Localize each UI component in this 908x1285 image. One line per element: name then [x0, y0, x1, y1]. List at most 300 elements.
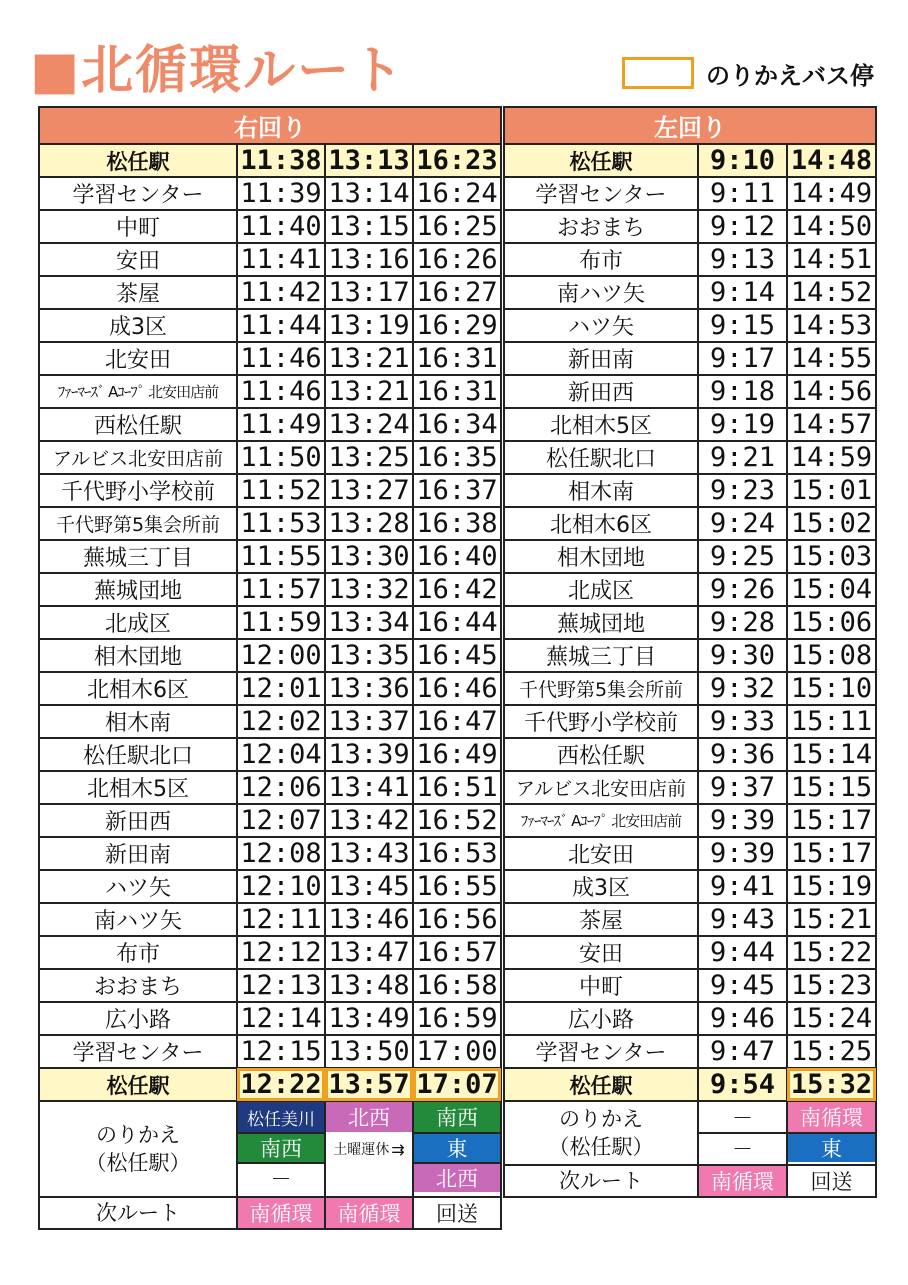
direction-header: 左回り — [504, 107, 876, 144]
departure-time: 13:42 — [325, 804, 413, 837]
direction-header: 右回り — [39, 107, 501, 144]
stop-row — [504, 771, 876, 804]
terminal-row — [504, 1068, 876, 1101]
departure-time: 15:21 — [787, 903, 876, 936]
stop-name: 西松任駅 — [39, 408, 237, 441]
stop-name: 北成区 — [39, 606, 237, 639]
stop-row — [39, 375, 501, 408]
transfer-col-2 — [325, 1101, 413, 1197]
departure-time: 15:14 — [787, 738, 876, 771]
stop-row — [504, 309, 876, 342]
stop-name: ﾌｧｰﾏｰｽﾞ Aｺｰﾌﾟ 北安田店前 — [504, 804, 698, 837]
departure-time: 12:15 — [237, 1035, 325, 1068]
departure-time: 9:13 — [698, 243, 787, 276]
stop-name: 北相木6区 — [39, 672, 237, 705]
departure-time: 13:28 — [325, 507, 413, 540]
stop-name: 松任駅北口 — [504, 441, 698, 474]
stop-row — [504, 969, 876, 1002]
departure-time: 16:42 — [413, 573, 501, 606]
next-route-cell — [237, 1197, 325, 1229]
departure-time: 17:07 — [413, 1068, 501, 1101]
departure-time: 16:45 — [413, 639, 501, 672]
departure-time: 13:27 — [325, 474, 413, 507]
stop-row — [504, 804, 876, 837]
departure-time: 9:33 — [698, 705, 787, 738]
departure-time: 15:19 — [787, 870, 876, 903]
stop-row — [504, 738, 876, 771]
departure-time: 13:39 — [325, 738, 413, 771]
departure-time: 13:37 — [325, 705, 413, 738]
stop-name: 布市 — [504, 243, 698, 276]
transfer-row — [39, 1101, 501, 1197]
stop-name: 新田西 — [504, 375, 698, 408]
departure-time: 9:11 — [698, 177, 787, 210]
stop-row — [504, 573, 876, 606]
transfer-chip: 南西 — [238, 1132, 324, 1162]
stop-row — [39, 540, 501, 573]
next-route-cell — [413, 1197, 501, 1229]
stop-name: ハツ矢 — [39, 870, 237, 903]
stop-row — [39, 672, 501, 705]
departure-time: 13:50 — [325, 1035, 413, 1068]
terminal-row — [39, 1068, 501, 1101]
next-route-cell — [698, 1165, 787, 1197]
departure-time: 16:24 — [413, 177, 501, 210]
stop-name: 茶屋 — [504, 903, 698, 936]
stop-name: 学習センター — [504, 177, 698, 210]
stop-name: 安田 — [504, 936, 698, 969]
stop-row — [39, 738, 501, 771]
stop-row — [39, 441, 501, 474]
stop-row — [39, 1002, 501, 1035]
stop-row — [39, 309, 501, 342]
stop-row — [39, 969, 501, 1002]
departure-time: 11:50 — [237, 441, 325, 474]
stop-row — [504, 903, 876, 936]
departure-time: 13:48 — [325, 969, 413, 1002]
stop-row — [504, 672, 876, 705]
stop-name: 中町 — [39, 210, 237, 243]
stop-name: 北相木6区 — [504, 507, 698, 540]
departure-time: 13:43 — [325, 837, 413, 870]
departure-time: 15:17 — [787, 804, 876, 837]
departure-time: 16:59 — [413, 1002, 501, 1035]
departure-time: 16:47 — [413, 705, 501, 738]
departure-time: 13:21 — [325, 375, 413, 408]
departure-time: 12:00 — [237, 639, 325, 672]
departure-time: 16:37 — [413, 474, 501, 507]
departure-time: 13:36 — [325, 672, 413, 705]
transfer-label-line: （松任駅） — [85, 1151, 191, 1175]
departure-time: 11:42 — [237, 276, 325, 309]
stop-row — [39, 177, 501, 210]
stop-name: 千代野小学校前 — [504, 705, 698, 738]
departure-time: 12:01 — [237, 672, 325, 705]
next-route-chip: 南循環 — [238, 1198, 324, 1228]
stop-name: ハツ矢 — [504, 309, 698, 342]
departure-time: 12:10 — [237, 870, 325, 903]
timetable-left-loop — [503, 106, 877, 1198]
stop-name: 相木団地 — [39, 639, 237, 672]
departure-time: 16:31 — [413, 342, 501, 375]
departure-time: 17:00 — [413, 1035, 501, 1068]
departure-time: 9:17 — [698, 342, 787, 375]
departure-time: 14:50 — [787, 210, 876, 243]
stop-name: アルビス北安田店前 — [39, 441, 237, 474]
departure-time: 11:38 — [237, 144, 325, 177]
stop-row — [39, 639, 501, 672]
departure-time: 16:27 — [413, 276, 501, 309]
stop-row — [504, 936, 876, 969]
departure-time: 11:52 — [237, 474, 325, 507]
departure-time: 9:37 — [698, 771, 787, 804]
stop-row — [39, 243, 501, 276]
departure-time: 13:47 — [325, 936, 413, 969]
transfer-chip: 南西 — [414, 1102, 500, 1132]
departure-time: 9:10 — [698, 144, 787, 177]
departure-time: 9:47 — [698, 1035, 787, 1068]
stop-name: 茶屋 — [39, 276, 237, 309]
departure-time: 9:25 — [698, 540, 787, 573]
stop-row — [504, 540, 876, 573]
stop-name: 南ハツ矢 — [504, 276, 698, 309]
departure-time: 16:49 — [413, 738, 501, 771]
stop-name: 成3区 — [504, 870, 698, 903]
stop-row — [39, 903, 501, 936]
departure-time: 13:49 — [325, 1002, 413, 1035]
departure-time: 13:35 — [325, 639, 413, 672]
departure-time: 12:04 — [237, 738, 325, 771]
departure-time: 9:39 — [698, 837, 787, 870]
next-route-label: 次ルート — [39, 1197, 237, 1229]
stop-name: 北成区 — [504, 573, 698, 606]
departure-time: 13:41 — [325, 771, 413, 804]
departure-time: 9:23 — [698, 474, 787, 507]
departure-time: 16:58 — [413, 969, 501, 1002]
stop-name: 松任駅 — [39, 144, 237, 177]
stop-row — [39, 276, 501, 309]
stop-row — [39, 705, 501, 738]
departure-time: 9:54 — [698, 1068, 787, 1101]
stop-row — [504, 507, 876, 540]
departure-time: 11:49 — [237, 408, 325, 441]
transfer-chip: 東 — [414, 1132, 500, 1162]
transfer-label-line: のりかえ — [96, 1123, 180, 1147]
stop-row — [39, 1035, 501, 1068]
departure-time: 11:41 — [237, 243, 325, 276]
departure-time: 14:57 — [787, 408, 876, 441]
departure-time: 16:55 — [413, 870, 501, 903]
transfer-col-1 — [237, 1101, 325, 1197]
stop-name: おおまち — [504, 210, 698, 243]
transfer-chip: 北西 — [326, 1102, 412, 1132]
departure-time: 9:26 — [698, 573, 787, 606]
departure-time: 12:11 — [237, 903, 325, 936]
departure-time: 15:32 — [787, 1068, 876, 1101]
stop-name: 松任駅 — [39, 1068, 237, 1101]
stop-row — [504, 177, 876, 210]
departure-time: 13:57 — [325, 1068, 413, 1101]
transfer-chip: 北西 — [414, 1162, 500, 1192]
next-route-row — [504, 1165, 876, 1197]
stop-row — [39, 342, 501, 375]
departure-time: 9:24 — [698, 507, 787, 540]
departure-time: 11:59 — [237, 606, 325, 639]
departure-time: 13:32 — [325, 573, 413, 606]
departure-time: 11:53 — [237, 507, 325, 540]
transfer-chip: 東 — [788, 1132, 875, 1162]
departure-time: 14:48 — [787, 144, 876, 177]
departure-time: 12:02 — [237, 705, 325, 738]
stop-row — [504, 342, 876, 375]
stop-name: 中町 — [504, 969, 698, 1002]
transfer-col-2 — [787, 1101, 876, 1165]
departure-time: 13:14 — [325, 177, 413, 210]
departure-time: 15:03 — [787, 540, 876, 573]
stop-name: 北安田 — [504, 837, 698, 870]
departure-time: 11:46 — [237, 375, 325, 408]
departure-time: 12:06 — [237, 771, 325, 804]
departure-time: 16:35 — [413, 441, 501, 474]
departure-time: 9:18 — [698, 375, 787, 408]
departure-time: 9:41 — [698, 870, 787, 903]
departure-time: 14:56 — [787, 375, 876, 408]
saturday-note — [326, 1132, 412, 1166]
stop-name: 相木団地 — [504, 540, 698, 573]
departure-time: 15:11 — [787, 705, 876, 738]
departure-time: 9:39 — [698, 804, 787, 837]
departure-time: 12:13 — [237, 969, 325, 1002]
departure-time: 9:36 — [698, 738, 787, 771]
departure-time: 16:31 — [413, 375, 501, 408]
stop-name: 相木南 — [504, 474, 698, 507]
departure-time: 9:19 — [698, 408, 787, 441]
saturday-note-text: 土曜運休 — [333, 1142, 390, 1158]
stop-name: 千代野第5集会所前 — [504, 672, 698, 705]
departure-time: 15:25 — [787, 1035, 876, 1068]
departure-time: 16:26 — [413, 243, 501, 276]
stop-row — [39, 606, 501, 639]
transfer-row — [504, 1101, 876, 1165]
stop-name: 安田 — [39, 243, 237, 276]
transfer-col-3 — [413, 1101, 501, 1197]
departure-time: 14:52 — [787, 276, 876, 309]
stop-row — [504, 474, 876, 507]
stop-row — [504, 606, 876, 639]
departure-time: 16:57 — [413, 936, 501, 969]
stop-row — [39, 408, 501, 441]
stop-row — [39, 573, 501, 606]
stop-row — [39, 936, 501, 969]
departure-time: 12:12 — [237, 936, 325, 969]
departure-time: 9:32 — [698, 672, 787, 705]
departure-time: 16:23 — [413, 144, 501, 177]
stop-row — [39, 870, 501, 903]
departure-time: 12:22 — [237, 1068, 325, 1101]
departure-time: 11:44 — [237, 309, 325, 342]
stop-name: 蕪城団地 — [39, 573, 237, 606]
departure-time: 14:59 — [787, 441, 876, 474]
stop-row — [504, 705, 876, 738]
stop-name: 成3区 — [39, 309, 237, 342]
stop-row — [504, 837, 876, 870]
departure-time: 9:12 — [698, 210, 787, 243]
stop-row — [504, 243, 876, 276]
departure-time: 9:28 — [698, 606, 787, 639]
next-route-chip: 回送 — [788, 1166, 875, 1196]
stop-row — [504, 870, 876, 903]
header-row — [39, 107, 501, 144]
stop-row — [504, 276, 876, 309]
departure-time: 13:13 — [325, 144, 413, 177]
departure-time: 9:44 — [698, 936, 787, 969]
transfer-label-line: のりかえ — [559, 1107, 643, 1131]
stop-name: 学習センター — [39, 1035, 237, 1068]
stop-name: 新田西 — [39, 804, 237, 837]
stop-name: 布市 — [39, 936, 237, 969]
stop-name: 蕪城団地 — [504, 606, 698, 639]
departure-time: 13:21 — [325, 342, 413, 375]
departure-time: 16:34 — [413, 408, 501, 441]
departure-time: 12:07 — [237, 804, 325, 837]
departure-time: 14:55 — [787, 342, 876, 375]
stop-name: 北安田 — [39, 342, 237, 375]
stop-name: おおまち — [39, 969, 237, 1002]
departure-time: 11:57 — [237, 573, 325, 606]
stop-name: 新田南 — [39, 837, 237, 870]
departure-time: 16:40 — [413, 540, 501, 573]
departure-time: 15:02 — [787, 507, 876, 540]
transfer-chip: － — [699, 1132, 786, 1162]
stop-row — [39, 210, 501, 243]
stop-name: 新田南 — [504, 342, 698, 375]
departure-time: 15:04 — [787, 573, 876, 606]
departure-time: 15:08 — [787, 639, 876, 672]
departure-time: 14:53 — [787, 309, 876, 342]
stop-name: 広小路 — [504, 1002, 698, 1035]
stop-name: アルビス北安田店前 — [504, 771, 698, 804]
transfer-label — [39, 1101, 237, 1197]
stop-name: 西松任駅 — [504, 738, 698, 771]
departure-time: 13:45 — [325, 870, 413, 903]
departure-time: 15:24 — [787, 1002, 876, 1035]
stop-row — [39, 837, 501, 870]
departure-time: 9:30 — [698, 639, 787, 672]
legend-transfer-box — [622, 57, 694, 89]
departure-time: 13:46 — [325, 903, 413, 936]
transfer-label — [504, 1101, 698, 1165]
origin-row — [504, 144, 876, 177]
departure-time: 16:29 — [413, 309, 501, 342]
departure-time: 11:55 — [237, 540, 325, 573]
departure-time: 12:08 — [237, 837, 325, 870]
stop-row — [39, 507, 501, 540]
departure-time: 16:51 — [413, 771, 501, 804]
departure-time: 13:16 — [325, 243, 413, 276]
stop-name: ﾌｧｰﾏｰｽﾞ Aｺｰﾌﾟ 北安田店前 — [39, 375, 237, 408]
arrow-icon: ⇉ — [391, 1139, 405, 1159]
stop-row — [39, 771, 501, 804]
transfer-chip: 松任美川 — [238, 1102, 324, 1132]
next-route-chip: 回送 — [414, 1198, 500, 1228]
departure-time: 15:17 — [787, 837, 876, 870]
departure-time: 16:52 — [413, 804, 501, 837]
departure-time: 14:51 — [787, 243, 876, 276]
transfer-chip: 南循環 — [788, 1102, 875, 1132]
departure-time: 13:17 — [325, 276, 413, 309]
stop-row — [504, 441, 876, 474]
stop-row — [504, 210, 876, 243]
transfer-chip: － — [699, 1102, 786, 1132]
stop-row — [504, 639, 876, 672]
departure-time: 16:38 — [413, 507, 501, 540]
departure-time: 15:01 — [787, 474, 876, 507]
stop-row — [504, 1002, 876, 1035]
departure-time: 15:06 — [787, 606, 876, 639]
stop-name: 広小路 — [39, 1002, 237, 1035]
stop-name: 蕪城三丁目 — [504, 639, 698, 672]
stop-name: 学習センター — [504, 1035, 698, 1068]
origin-row — [39, 144, 501, 177]
departure-time: 9:15 — [698, 309, 787, 342]
stop-row — [504, 1035, 876, 1068]
departure-time: 9:46 — [698, 1002, 787, 1035]
stop-row — [39, 804, 501, 837]
stop-name: 北相木5区 — [504, 408, 698, 441]
stop-name: 南ハツ矢 — [39, 903, 237, 936]
departure-time: 15:22 — [787, 936, 876, 969]
departure-time: 11:46 — [237, 342, 325, 375]
legend — [622, 56, 874, 90]
departure-time: 9:14 — [698, 276, 787, 309]
next-route-label: 次ルート — [504, 1165, 698, 1197]
departure-time: 14:49 — [787, 177, 876, 210]
stop-row — [504, 375, 876, 408]
next-route-cell — [787, 1165, 876, 1197]
departure-time: 13:24 — [325, 408, 413, 441]
transfer-chip: － — [238, 1162, 324, 1192]
departure-time: 16:56 — [413, 903, 501, 936]
page-title: ■北循環ルート — [30, 41, 406, 101]
stop-name: 松任駅 — [504, 144, 698, 177]
transfer-col-1 — [698, 1101, 787, 1165]
departure-time: 13:30 — [325, 540, 413, 573]
departure-time: 16:53 — [413, 837, 501, 870]
next-route-chip: 南循環 — [699, 1166, 786, 1196]
next-route-chip: 南循環 — [326, 1198, 412, 1228]
legend-label: のりかえバス停 — [706, 61, 874, 90]
departure-time: 11:39 — [237, 177, 325, 210]
departure-time: 13:19 — [325, 309, 413, 342]
next-route-row — [39, 1197, 501, 1229]
departure-time: 15:23 — [787, 969, 876, 1002]
transfer-label-line: （松任駅） — [548, 1135, 654, 1159]
departure-time: 15:10 — [787, 672, 876, 705]
stop-row — [504, 408, 876, 441]
departure-time: 13:34 — [325, 606, 413, 639]
departure-time: 9:45 — [698, 969, 787, 1002]
header-row — [504, 107, 876, 144]
departure-time: 16:44 — [413, 606, 501, 639]
departure-time: 15:15 — [787, 771, 876, 804]
departure-time: 9:43 — [698, 903, 787, 936]
departure-time: 13:15 — [325, 210, 413, 243]
departure-time: 11:40 — [237, 210, 325, 243]
stop-name: 松任駅 — [504, 1068, 698, 1101]
stop-row — [39, 474, 501, 507]
departure-time: 12:14 — [237, 1002, 325, 1035]
stop-name: 千代野小学校前 — [39, 474, 237, 507]
